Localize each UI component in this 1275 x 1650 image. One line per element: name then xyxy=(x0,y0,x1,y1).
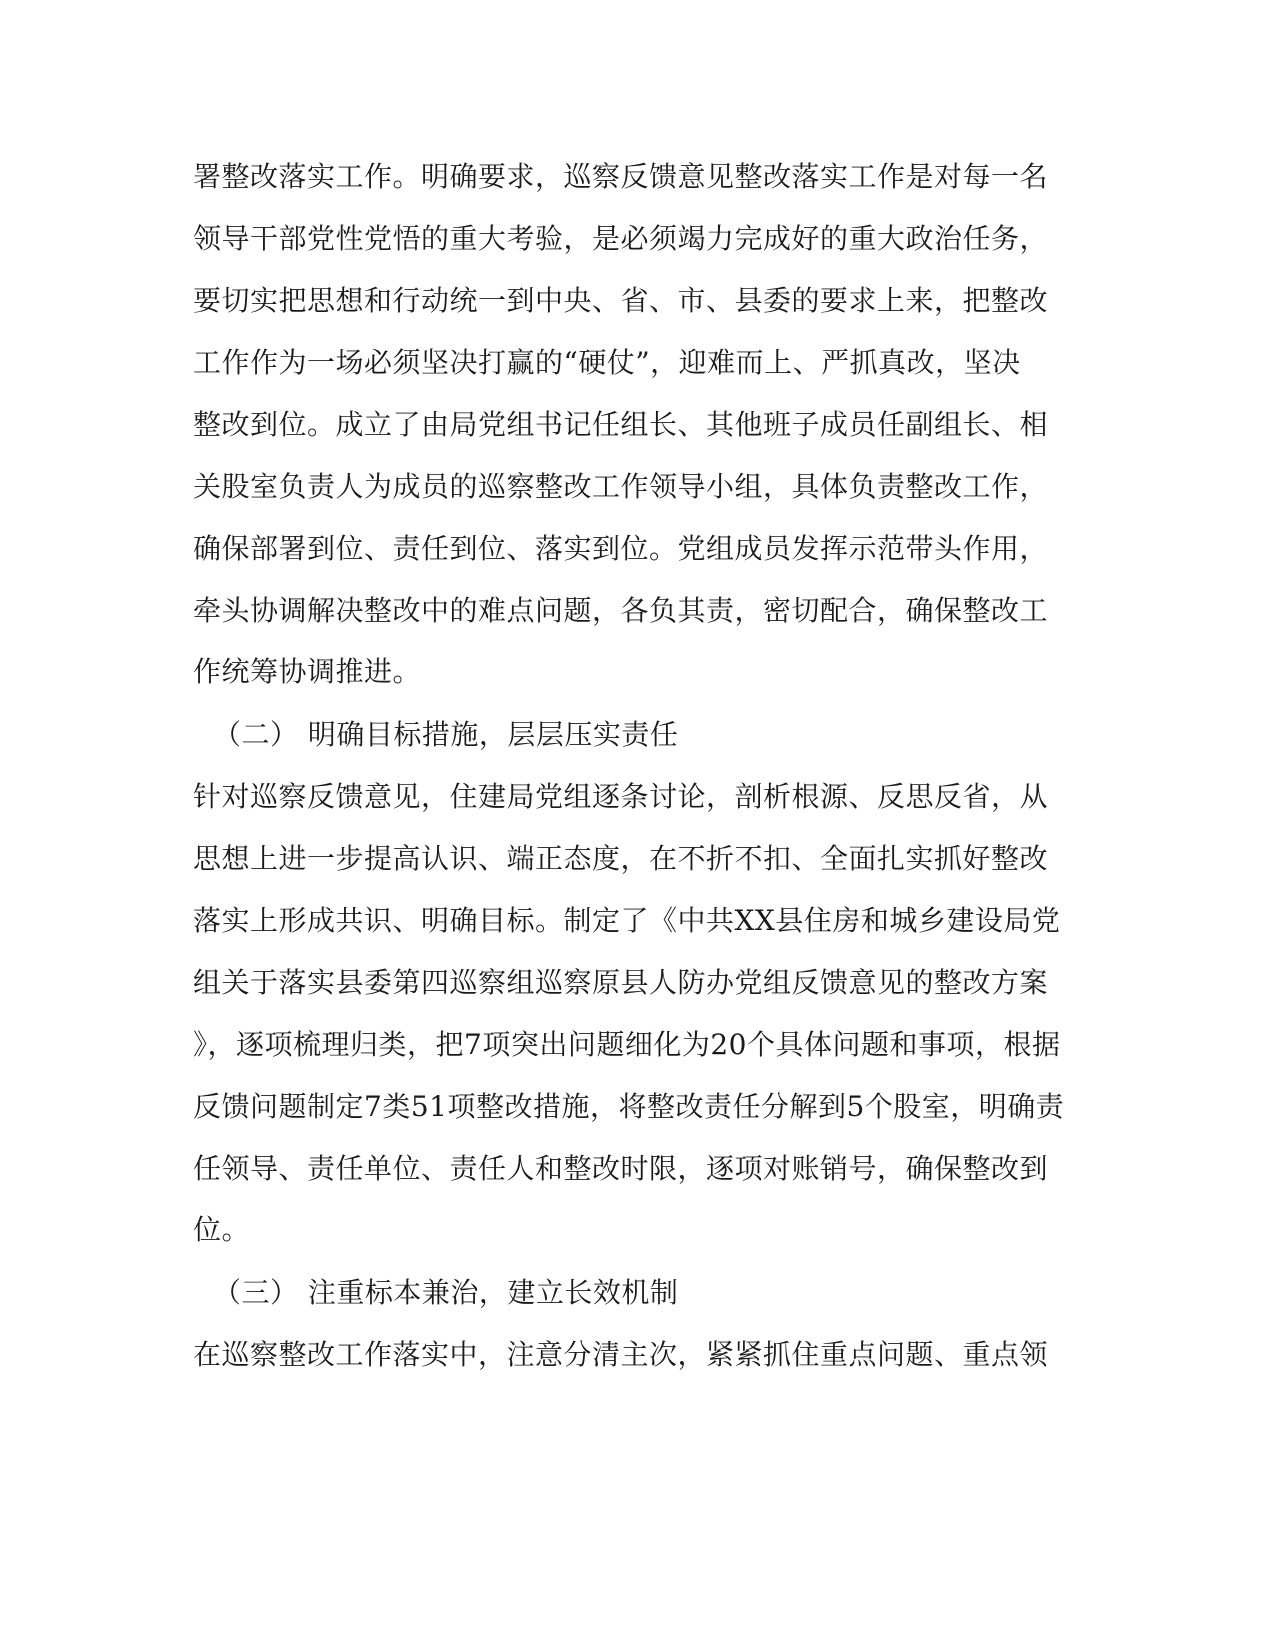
paragraph-line: 思想上进一步提高认识、端正态度，在不折不扣、全面扎实抓好整改 xyxy=(193,842,1049,875)
paragraph-line: 关股室负责人为成员的巡察整改工作领导小组，具体负责整改工作， xyxy=(193,470,1049,503)
paragraph-line: 组关于落实县委第四巡察组巡察原县人防办党组反馈意见的整改方案 xyxy=(193,966,1049,999)
paragraph-line: 落实上形成共识、明确目标。制定了《中共XX县住房和城乡建设局党 xyxy=(193,904,1061,937)
paragraph-line: 在巡察整改工作落实中，注意分清主次，紧紧抓住重点问题、重点领 xyxy=(193,1338,1049,1371)
paragraph-line: 整改到位。成立了由局党组书记任组长、其他班子成员任副组长、相 xyxy=(193,408,1049,441)
section-heading: （三） 注重标本兼治，建立长效机制 xyxy=(213,1276,679,1309)
paragraph-line: 》，逐项梳理归类，把7项突出问题细化为20个具体问题和事项，根据 xyxy=(193,1028,1061,1061)
paragraph-line: 作统筹协调推进。 xyxy=(193,655,422,688)
paragraph-line: 领导干部党性党悟的重大考验，是必须竭力完成好的重大政治任务， xyxy=(193,222,1049,255)
paragraph-line: 反馈问题制定7类51项整改措施，将整改责任分解到5个股室，明确责 xyxy=(193,1090,1065,1123)
paragraph-line: 确保部署到位、责任到位、落实到位。党组成员发挥示范带头作用， xyxy=(193,532,1049,565)
paragraph-line: 署整改落实工作。明确要求，巡察反馈意见整改落实工作是对每一名 xyxy=(193,160,1049,193)
section-heading: （二） 明确目标措施，层层压实责任 xyxy=(213,718,679,751)
paragraph-line: 工作作为一场必须坚决打赢的“硬仗”，迎难而上、严抓真改，坚决 xyxy=(193,346,1021,379)
paragraph-line: 牵头协调解决整改中的难点问题，各负其责，密切配合，确保整改工 xyxy=(193,594,1049,627)
paragraph-line: 针对巡察反馈意见，住建局党组逐条讨论，剖析根源、反思反省，从 xyxy=(193,780,1049,813)
paragraph-line: 要切实把思想和行动统一到中央、省、市、县委的要求上来，把整改 xyxy=(193,284,1049,317)
paragraph-line: 任领导、责任单位、责任人和整改时限，逐项对账销号，确保整改到 xyxy=(193,1152,1049,1185)
paragraph-line: 位。 xyxy=(193,1213,251,1246)
